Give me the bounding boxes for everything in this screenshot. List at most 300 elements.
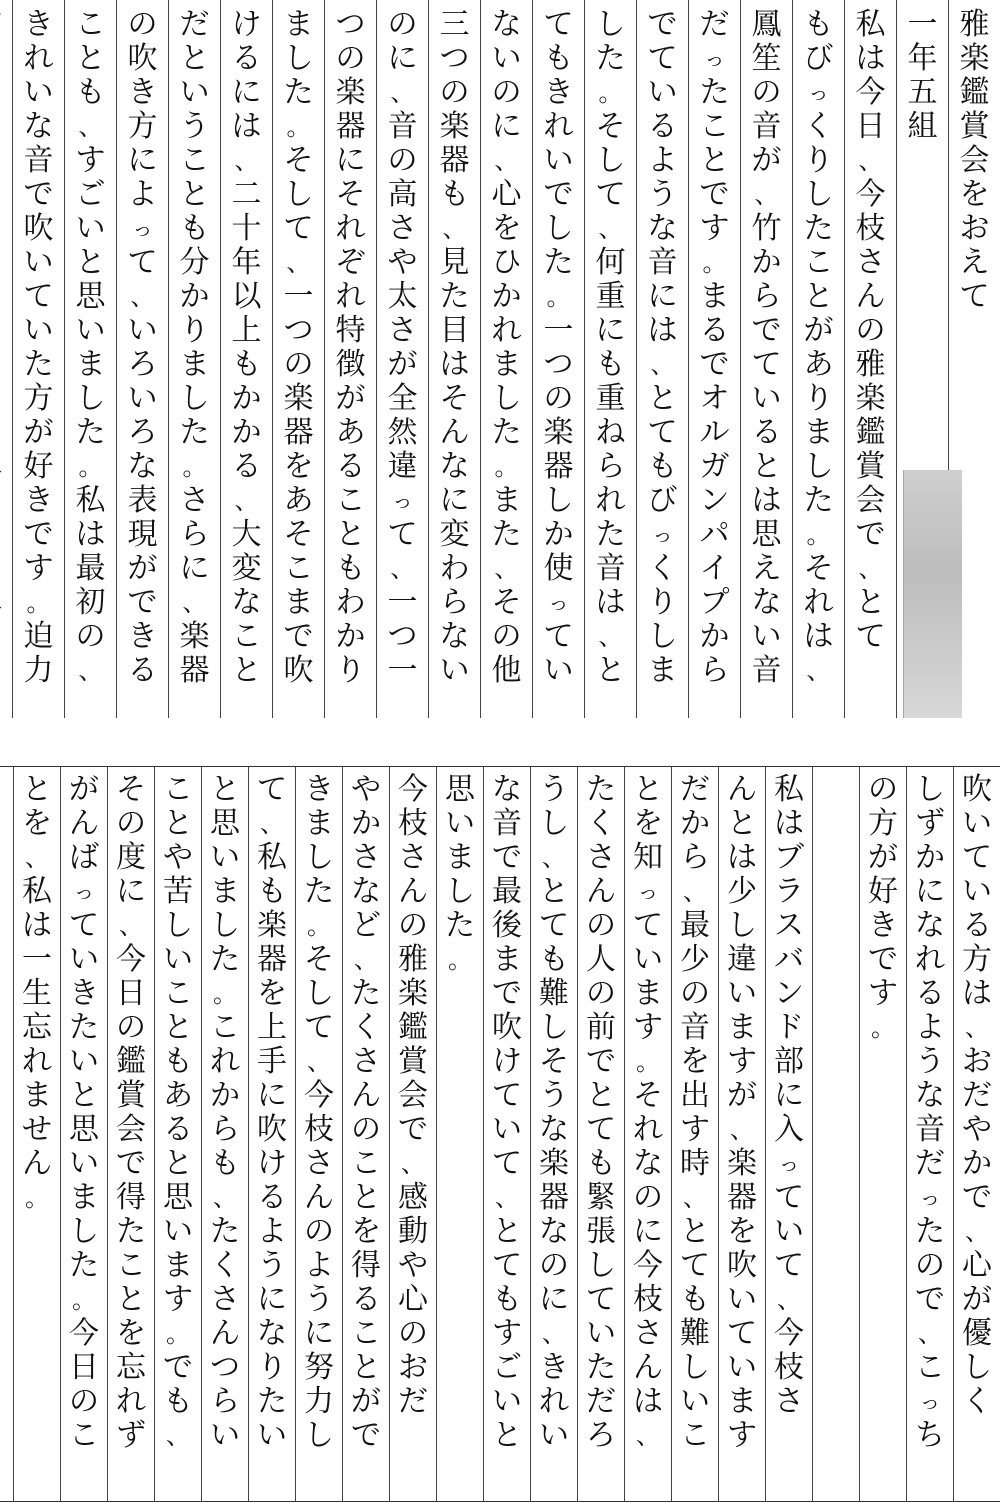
manuscript-char: と [75,41,106,76]
manuscript-char: こ [69,1418,99,1453]
manuscript-char: た [257,1384,287,1419]
manuscript-char: の [127,7,158,42]
manuscript-char: り [647,585,678,620]
manuscript-char: い [727,976,757,1011]
manuscript-char: ね [595,415,626,450]
manuscript-char: な [539,1214,569,1249]
manuscript-char: な [492,772,522,807]
manuscript-char: て [633,908,663,943]
manuscript-char: も [803,7,834,42]
manuscript-char: ん [351,1078,381,1113]
manuscript-char: れ [116,1384,146,1419]
manuscript-char: 感 [398,1180,428,1215]
manuscript-char: い [163,942,193,977]
manuscript-char: 力 [304,1384,334,1419]
manuscript-char: に [335,143,366,178]
manuscript-char: る [257,1180,287,1215]
manuscript-char: 、 [390,555,415,583]
manuscript-char: 、 [401,1150,425,1178]
manuscript-char: 、 [25,844,49,872]
manuscript-char: い [727,1350,757,1385]
manuscript-char: ま [727,1010,757,1045]
top-column-13 [324,0,376,718]
manuscript-char: う [915,1044,945,1079]
manuscript-char: っ [704,47,725,71]
manuscript-char: と [163,806,193,841]
manuscript-char: し [304,1418,334,1453]
manuscript-char: す [727,1418,757,1453]
manuscript-char: て [727,1316,757,1351]
manuscript-char: も [257,874,287,909]
manuscript-char: し [539,1010,569,1045]
manuscript-char: の [855,313,886,348]
manuscript-char: 楽 [398,976,428,1011]
top-column-20 [0,0,12,718]
manuscript-char: 組 [907,109,938,144]
manuscript-char: う [304,1282,334,1317]
manuscript-char: を [727,1214,757,1249]
manuscript-char: 二 [231,177,262,212]
manuscript-char: れ [543,109,574,144]
manuscript-char: え [751,551,782,586]
manuscript-char: 。 [806,521,831,549]
manuscript-char: た [69,1010,99,1045]
manuscript-char: 雅 [855,347,886,382]
manuscript-grid-top [0,0,1000,718]
manuscript-char: れ [491,313,522,348]
manuscript-char: 。 [78,453,103,481]
manuscript-char: ず [915,806,945,841]
manuscript-char [0,518,5,552]
manuscript-char: な [751,585,782,620]
manuscript-char: さ [398,840,428,875]
manuscript-char: 器 [179,653,210,688]
manuscript-char: る [351,1282,381,1317]
manuscript-char: が [387,347,418,382]
manuscript-char: し [595,7,626,42]
manuscript-char: つ [543,347,574,382]
manuscript-char: し [680,1350,710,1385]
manuscript-char: ら [699,653,730,688]
manuscript-char: 得 [351,1248,381,1283]
manuscript-char: こ [335,483,366,518]
manuscript-char: と [595,653,626,688]
manuscript-char: れ [595,483,626,518]
manuscript-char: に [231,75,262,110]
manuscript-char: う [179,109,210,144]
manuscript-char: こ [699,109,730,144]
manuscript-char: は [595,585,626,620]
manuscript-char: し [283,177,314,212]
manuscript-char: 、 [650,351,675,379]
manuscript-char: ド [774,1010,804,1045]
manuscript-char: 思 [69,1112,99,1147]
manuscript-char: 、 [260,810,284,838]
manuscript-char: て [283,211,314,246]
manuscript-char: 日 [116,976,146,1011]
manuscript-char: な [231,585,262,620]
manuscript-char: 、 [636,1422,660,1450]
manuscript-char: さ [387,211,418,246]
manuscript-char: 年 [907,41,938,76]
manuscript-char: も [335,551,366,586]
manuscript-char: あ [163,1078,193,1113]
manuscript-char: 楽 [179,619,210,654]
manuscript-char: 。 [26,589,51,617]
bottom-column-21 [13,767,60,1501]
manuscript-char: 賞 [398,1044,428,1079]
manuscript-char: も [163,1384,193,1419]
manuscript-char: も [595,347,626,382]
manuscript-char: 特 [335,313,366,348]
manuscript-char: つ [439,41,470,76]
manuscript-char: 一 [387,585,418,620]
manuscript-char: か [231,381,262,416]
manuscript-char: し [445,874,475,909]
manuscript-char: 日 [69,1350,99,1385]
manuscript-char: す [699,211,730,246]
bottom-column-15 [295,767,342,1501]
manuscript-char: と [492,1418,522,1453]
manuscript-char: 器 [257,942,287,977]
manuscript-char: け [231,7,262,42]
manuscript-char: し [962,1350,992,1385]
manuscript-char: 今 [69,1316,99,1351]
manuscript-char: や [163,840,193,875]
manuscript-char: で [751,313,782,348]
manuscript-char: な [633,1146,663,1181]
bottom-column-12 [436,767,483,1501]
manuscript-char: て [774,1248,804,1283]
manuscript-char: こ [680,1418,710,1453]
manuscript-char: 他 [491,653,522,688]
manuscript-char: 、 [286,249,311,277]
manuscript-char: で [163,1350,193,1385]
manuscript-char: っ [808,81,829,105]
manuscript-char: 上 [257,1010,287,1045]
manuscript-char: 。 [286,113,311,141]
manuscript-char: よ [127,177,158,212]
manuscript-char: と [633,772,663,807]
manuscript-char: 少 [727,874,757,909]
manuscript-char: 変 [439,517,470,552]
manuscript-char: い [75,313,106,348]
manuscript-char: 。 [213,980,237,1008]
manuscript-char: 得 [116,1180,146,1215]
manuscript-char: さ [633,1316,663,1351]
manuscript-char: き [868,908,898,943]
manuscript-char: 方 [23,381,54,416]
manuscript-char: と [751,449,782,484]
bottom-column-5 [765,767,812,1501]
manuscript-char: て [492,1078,522,1113]
manuscript-char: も [543,41,574,76]
top-column-8 [584,0,636,718]
manuscript-char: と [492,1214,522,1249]
manuscript-char: れ [22,1044,52,1079]
manuscript-char: 楽 [257,908,287,943]
manuscript-char: 日 [855,109,886,144]
manuscript-char: 今 [855,75,886,110]
manuscript-char: ご [75,177,106,212]
manuscript-char [0,450,5,484]
manuscript-char: た [915,1214,945,1249]
manuscript-char: 竹 [751,211,782,246]
manuscript-char: な [127,449,158,484]
manuscript-char: 年 [231,245,262,280]
manuscript-char: の [539,1248,569,1283]
manuscript-char: し [595,143,626,178]
manuscript-char: る [163,1112,193,1147]
manuscript-char: す [163,1282,193,1317]
manuscript-char: い [751,381,782,416]
manuscript-char: れ [23,41,54,76]
manuscript-char [0,484,5,518]
manuscript-char: 枝 [855,211,886,246]
manuscript-char: 器 [335,109,366,144]
manuscript-char: 今 [398,772,428,807]
manuscript-char: れ [335,211,366,246]
manuscript-char: で [492,840,522,875]
manuscript-char: 以 [231,279,262,314]
manuscript-char: 、 [683,1184,707,1212]
manuscript-char: ま [210,874,240,909]
manuscript-char: な [915,1078,945,1113]
manuscript-char: い [647,75,678,110]
manuscript-char: あ [803,347,834,382]
manuscript-char: 思 [163,1180,193,1215]
manuscript-char [0,654,5,688]
manuscript-char: 。 [182,453,207,481]
manuscript-char: い [163,1214,193,1249]
manuscript-char: だ [586,1384,616,1419]
manuscript-char: 方 [127,109,158,144]
manuscript-char: を [22,806,52,841]
bottom-column-4 [812,767,859,1501]
manuscript-char: い [727,1282,757,1317]
manuscript-char: ま [22,1078,52,1113]
manuscript-char: 一 [387,653,418,688]
bottom-column-13 [389,767,436,1501]
manuscript-char: 難 [539,976,569,1011]
page-gap [0,718,1000,766]
manuscript-char: は [647,313,678,348]
manuscript-char: 手 [257,1044,287,1079]
manuscript-char: 、 [598,215,623,243]
manuscript-char: で [492,976,522,1011]
manuscript-char: い [445,806,475,841]
manuscript-char: を [116,1316,146,1351]
manuscript-char: 、 [494,147,519,175]
manuscript-char: 音 [751,109,782,144]
manuscript-char: っ [652,523,673,547]
manuscript-char: バ [774,942,804,977]
manuscript-char: 吹 [283,653,314,688]
manuscript-char: の [751,75,782,110]
manuscript-char: し [163,908,193,943]
manuscript-char: す [75,143,106,178]
manuscript-char: 、 [234,487,259,515]
manuscript-char: そ [633,1078,663,1113]
manuscript-char: そ [539,1044,569,1079]
manuscript-char: ブ [774,840,804,875]
manuscript-char: は [803,619,834,654]
bottom-column-7 [671,767,718,1501]
manuscript-char: き [69,976,99,1011]
manuscript-char: ん [304,1180,334,1215]
manuscript-char: 。 [494,453,519,481]
manuscript-char: 高 [387,177,418,212]
manuscript-char: る [699,313,730,348]
manuscript-char: 、 [542,844,566,872]
manuscript-char: 、 [495,1184,519,1212]
manuscript-char: っ [779,1152,799,1176]
manuscript-char: い [774,1214,804,1249]
manuscript-char [0,178,5,212]
bottom-column-1 [953,767,1000,1501]
manuscript-char: で [699,177,730,212]
manuscript-char: 雅 [398,942,428,977]
manuscript-char: そ [335,177,366,212]
manuscript-char: う [257,1248,287,1283]
top-column-5 [740,0,792,718]
manuscript-char [0,110,5,144]
manuscript-char: の [75,619,106,654]
manuscript-char: は [855,41,886,76]
manuscript-char: を [283,449,314,484]
manuscript-char: 楽 [539,1146,569,1181]
manuscript-char: の [491,619,522,654]
manuscript-char: 今 [116,942,146,977]
manuscript-char: な [351,874,381,909]
manuscript-char: の [387,143,418,178]
manuscript-char: が [727,1078,757,1113]
manuscript-char: き [539,1350,569,1385]
manuscript-char: だ [179,7,210,42]
manuscript-char: る [335,449,366,484]
manuscript-char: う [539,772,569,807]
manuscript-char: ま [304,806,334,841]
manuscript-char: 吹 [23,211,54,246]
manuscript-char: し [283,41,314,76]
top-column-7 [636,0,688,718]
manuscript-char: い [23,75,54,110]
manuscript-sheet-top [0,0,1000,719]
manuscript-char: に [127,143,158,178]
manuscript-char: 音 [647,245,678,280]
manuscript-char: き [543,75,574,110]
manuscript-char: す [23,551,54,586]
manuscript-char [0,416,5,450]
manuscript-char: 張 [586,1214,616,1249]
manuscript-char: こ [116,1248,146,1283]
manuscript-char: を [351,1214,381,1249]
manuscript-char [0,8,5,42]
manuscript-grid-bottom [0,767,1000,1501]
manuscript-char: た [595,41,626,76]
manuscript-char: 、 [494,555,519,583]
manuscript-char: た [803,483,834,518]
manuscript-char: ン [699,483,730,518]
manuscript-char: い [439,653,470,688]
manuscript-char: か [210,1078,240,1113]
manuscript-char: と [351,1180,381,1215]
manuscript-char: 楽 [959,41,990,76]
manuscript-char: 、 [307,1048,331,1076]
manuscript-char: く [803,109,834,144]
manuscript-char: た [116,1214,146,1249]
manuscript-char: え [959,245,990,280]
manuscript-char: 吹 [492,1010,522,1045]
manuscript-char: り [335,653,366,688]
manuscript-char: 鑑 [398,1010,428,1045]
manuscript-char: 。 [636,1048,660,1076]
manuscript-char: つ [387,619,418,654]
manuscript-char: ら [210,1112,240,1147]
manuscript-char: 方 [962,942,992,977]
manuscript-char: 今 [633,1248,663,1283]
manuscript-char: わ [439,551,470,586]
manuscript-char: い [179,75,210,110]
manuscript-char [0,314,5,348]
manuscript-char: で [23,177,54,212]
manuscript-char: 、 [442,215,467,243]
manuscript-char: 最 [75,551,106,586]
manuscript-char: ら [179,517,210,552]
manuscript-char: た [543,245,574,280]
manuscript-char: 私 [22,874,52,909]
manuscript-char: だ [915,1146,945,1181]
manuscript-char: し [179,381,210,416]
manuscript-char: 。 [25,1184,49,1212]
manuscript-char: イ [699,551,730,586]
manuscript-char: い [23,313,54,348]
manuscript-char: き [127,75,158,110]
manuscript-char: 生 [22,976,52,1011]
manuscript-char: 。 [166,1320,190,1348]
manuscript-char: せ [22,1112,52,1147]
manuscript-char: 、 [858,147,883,175]
manuscript-char: ラ [774,874,804,909]
manuscript-char: い [75,211,106,246]
manuscript-char: い [210,1418,240,1453]
manuscript-char: も [539,942,569,977]
bottom-column-19 [107,767,154,1501]
manuscript-char: る [231,449,262,484]
manuscript-char: ぞ [335,245,366,280]
manuscript-char: た [595,517,626,552]
manuscript-char: お [962,1044,992,1079]
manuscript-char [0,382,5,416]
manuscript-char: 賞 [855,449,886,484]
manuscript-char: 変 [231,551,262,586]
manuscript-char: れ [633,1112,663,1147]
manuscript-char: 枝 [398,806,428,841]
manuscript-char: っ [392,489,413,513]
manuscript-char: と [727,806,757,841]
manuscript-char: と [163,1010,193,1045]
manuscript-char: ん [855,279,886,314]
manuscript-char: も [163,1044,193,1079]
manuscript-char: オ [699,381,730,416]
manuscript-char: そ [283,143,314,178]
top-column-19 [12,0,64,718]
manuscript-char: り [803,381,834,416]
manuscript-char: 好 [23,449,54,484]
manuscript-char: 、 [965,1218,989,1246]
manuscript-char: さ [586,840,616,875]
manuscript-char: 一 [907,7,938,42]
